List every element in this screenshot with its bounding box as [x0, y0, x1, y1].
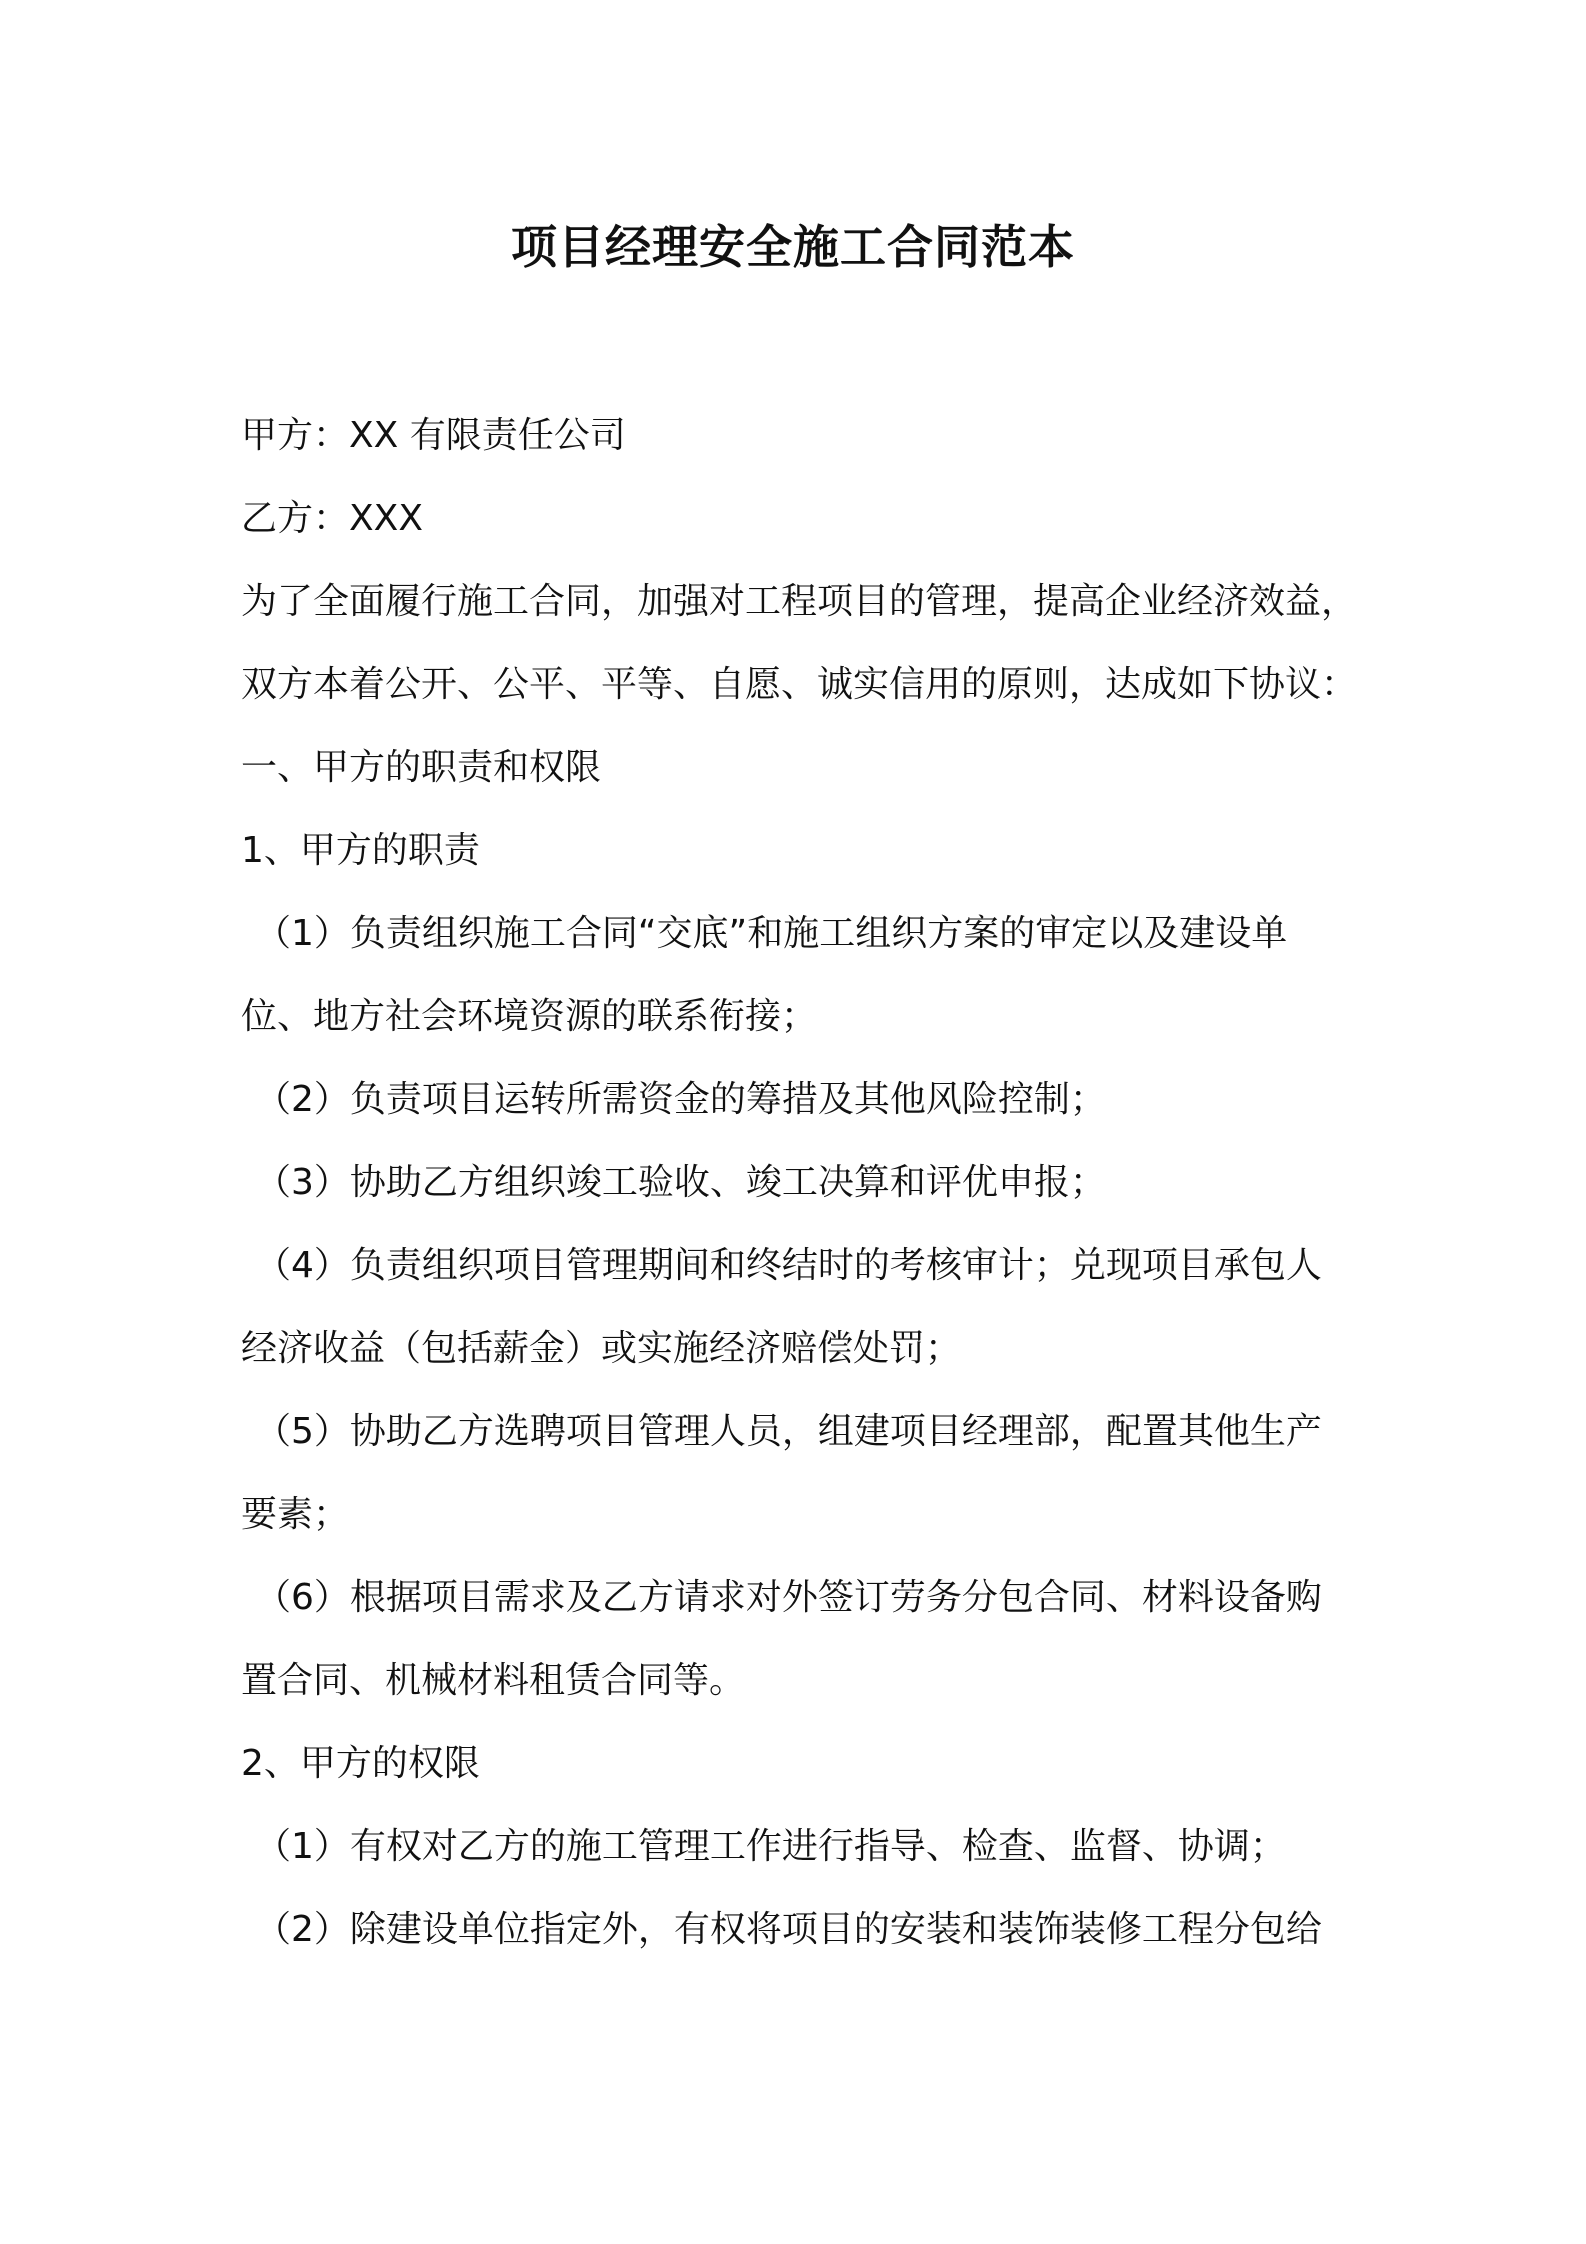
clause-1-4-line-2: 经济收益（包括薪金）或实施经济赔偿处罚； — [241, 1328, 962, 1369]
clause-1-3: （3）协助乙方组织竣工验收、竣工决算和评优申报； — [255, 1162, 1106, 1203]
clause-1-6-line-1: （6）根据项目需求及乙方请求对外签订劳务分包合同、材料设备购 — [255, 1577, 1322, 1618]
clause-2-1: （1）有权对乙方的施工管理工作进行指导、检查、监督、协调； — [255, 1826, 1286, 1867]
clause-2-2-line-1: （2）除建设单位指定外，有权将项目的安装和装饰装修工程分包给 — [255, 1909, 1322, 1950]
subsection-heading-2: 2、甲方的权限 — [241, 1743, 480, 1784]
clause-1-4-line-1: （4）负责组织项目管理期间和终结时的考核审计；兑现项目承包人 — [255, 1245, 1322, 1286]
party-a-line: 甲方：XX 有限责任公司 — [241, 415, 626, 456]
clause-1-5-line-2: 要素； — [241, 1494, 350, 1535]
clause-1-1-line-2: 位、地方社会环境资源的联系衔接； — [241, 996, 818, 1037]
document-title: 项目经理安全施工合同范本 — [511, 220, 1075, 274]
clause-1-1-line-1: （1）负责组织施工合同“交底”和施工组织方案的审定以及建设单 — [255, 913, 1288, 954]
preamble-line-1: 为了全面履行施工合同，加强对工程项目的管理，提高企业经济效益， — [241, 581, 1358, 622]
clause-1-6-line-2: 置合同、机械材料租赁合同等。 — [241, 1660, 746, 1701]
clause-1-2: （2）负责项目运转所需资金的筹措及其他风险控制； — [255, 1079, 1106, 1120]
preamble-line-2: 双方本着公开、公平、平等、自愿、诚实信用的原则，达成如下协议： — [241, 664, 1358, 705]
clause-1-5-line-1: （5）协助乙方选聘项目管理人员，组建项目经理部，配置其他生产 — [255, 1411, 1322, 1452]
section-heading-1: 一、甲方的职责和权限 — [241, 747, 602, 788]
party-b-line: 乙方：XXX — [241, 498, 423, 539]
subsection-heading-1: 1、甲方的职责 — [241, 830, 480, 871]
